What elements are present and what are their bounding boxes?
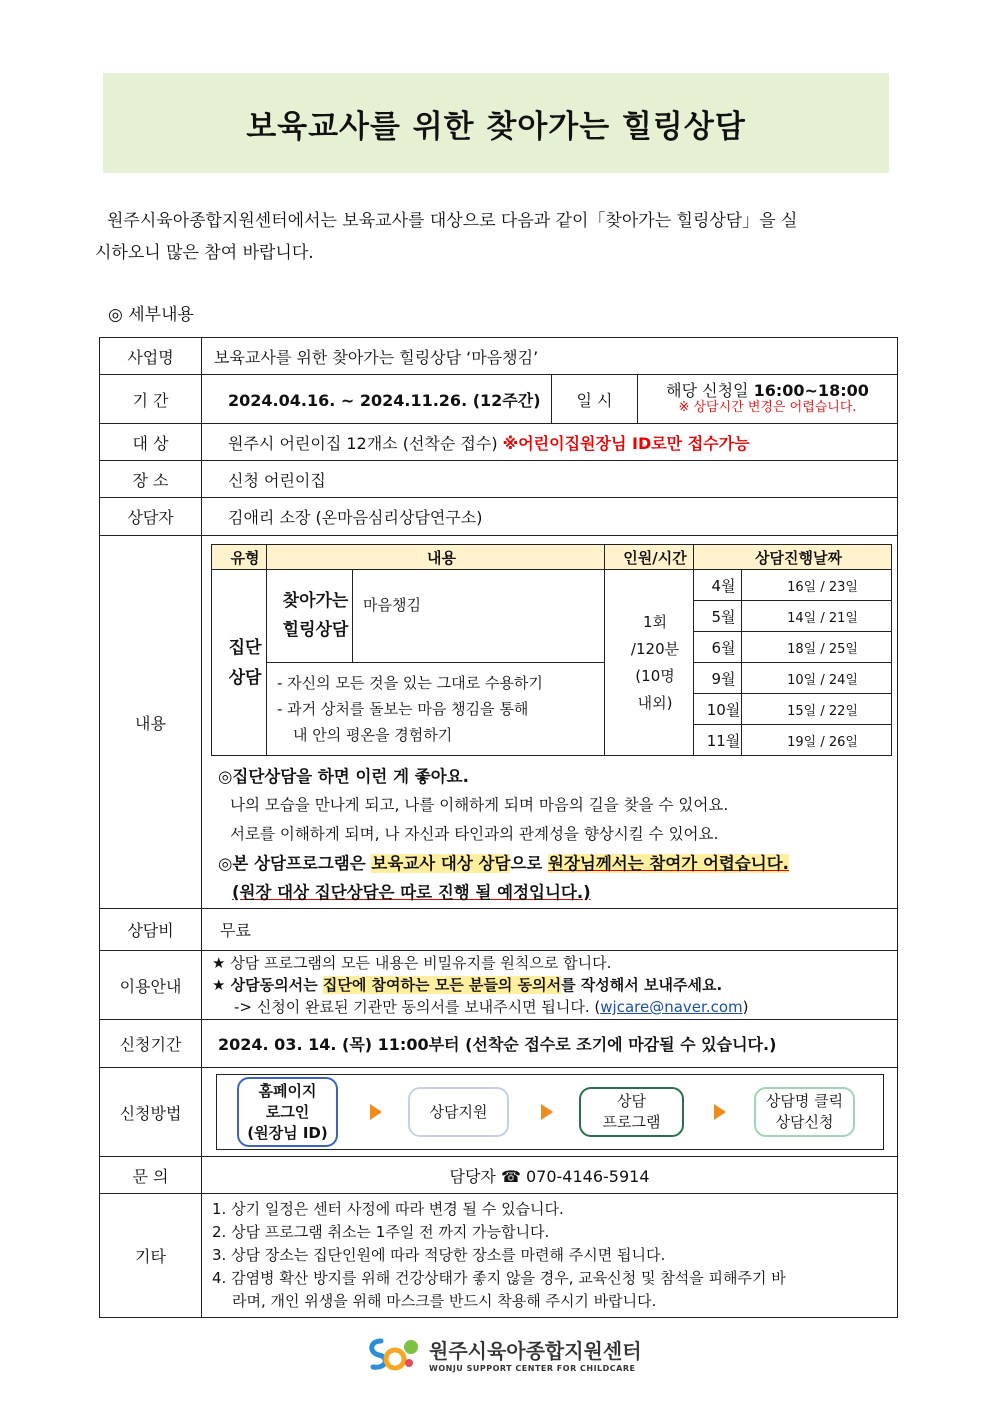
- notice-part-c: 으로: [510, 854, 549, 873]
- benefit-title: ◎집단상담을 하면 이런 게 좋아요.: [218, 767, 469, 786]
- row-period: [100, 375, 898, 424]
- schedule-dates: 19일 / 26일: [742, 725, 892, 756]
- label-counselor: 상담자: [100, 498, 202, 536]
- center-logo-icon: [365, 1333, 423, 1375]
- benefit-line-1: 나의 모습을 만나게 되고, 나를 이해하게 되며 마음의 길을 찾을 수 있어요.: [230, 796, 729, 814]
- center-name: 원주시육아종합지원센터: [429, 1339, 642, 1363]
- label-period: 기 간: [100, 375, 202, 424]
- schedule-month: 6월: [694, 632, 742, 663]
- etc-item-4a: 4. 감염병 확산 방지를 위해 건강상태가 좋지 않을 경우, 교육신청 및 참석을 피해주기 바: [212, 1269, 786, 1287]
- step-apply: [754, 1087, 855, 1137]
- label-content: 내용: [100, 536, 202, 909]
- intro-line-1: 원주시육아종합지원센터에서는 보육교사를 대상으로 다음과 같이「찾아가는 힐링상담」을 실: [107, 211, 798, 231]
- schedule-dates: 14일 / 21일: [742, 601, 892, 632]
- step-homepage-login: [237, 1077, 338, 1147]
- notice-part-a: ◎본 상담프로그램은: [218, 854, 372, 873]
- program-line-2: 힐링상담: [282, 620, 349, 640]
- guide-line-2b: 집단에 참여하는 모든 분들의 동의서: [322, 976, 562, 994]
- value-period: 2024.04.16. ~ 2024.11.26. (12주간): [202, 375, 552, 424]
- row-place: [100, 461, 898, 498]
- header-dates: 상담진행날짜: [694, 545, 892, 570]
- value-place: 신청 어린이집: [202, 461, 898, 498]
- schedule-dates: 16일 / 23일: [742, 570, 892, 601]
- notice-part-d: 원장님께서는 참여가 어렵습니다.: [548, 854, 789, 873]
- header-content: 내용: [267, 545, 605, 570]
- intro-paragraph: [95, 205, 897, 269]
- header-people: 인원/시간: [605, 545, 694, 570]
- arrow-icon: [370, 1104, 382, 1120]
- program-name: 마음챙김: [353, 570, 605, 663]
- row-contact: [100, 1157, 898, 1194]
- people-line-3: (10명: [635, 666, 675, 685]
- desc-line-2: - 과거 상처를 돌보는 마음 챙김을 통해: [277, 700, 529, 718]
- schedule-month: 9월: [694, 663, 742, 694]
- guide-line-2c: 를 작성해서 보내주세요.: [561, 976, 723, 994]
- schedule-month: 4월: [694, 570, 742, 601]
- guide-line-3a: -> 신청이 완료된 기관만 동의서를 보내주시면 됩니다. (: [234, 998, 601, 1016]
- value-target: 원주시 어린이집 12개소 (선착순 접수): [228, 433, 503, 453]
- schedule-dates: 10일 / 24일: [742, 663, 892, 694]
- arrow-icon: [541, 1104, 553, 1120]
- details-table: [99, 337, 898, 1318]
- label-contact: 문 의: [100, 1157, 202, 1194]
- etc-item-2: 2. 상담 프로그램 취소는 1주일 전 까지 가능합니다.: [212, 1223, 550, 1241]
- notice-line-2: (원장 대상 집단상담은 따로 진행 될 예정입니다.): [232, 883, 591, 902]
- row-business: [100, 338, 898, 375]
- value-fee: 무료: [202, 909, 898, 951]
- step1-line-1: 홈페이지: [258, 1081, 317, 1100]
- people-line-1: 1회: [642, 612, 668, 631]
- guide-line-2a: ★ 상담동의서는: [212, 976, 323, 994]
- value-counselor: 김애리 소장 (온마음심리상담연구소): [202, 498, 898, 536]
- row-apply-method: [100, 1068, 898, 1157]
- type-line-1: 집단: [228, 637, 262, 658]
- label-guide: 이용안내: [100, 951, 202, 1020]
- schedule-month: 5월: [694, 601, 742, 632]
- label-time: 일 시: [552, 375, 638, 424]
- guide-line-3c: ): [742, 998, 749, 1016]
- value-apply-period: 2024. 03. 14. (목) 11:00부터 (선착순 접수로 조기에 마감될 수 있습니다.): [202, 1020, 898, 1068]
- step4-line-2: 상담신청: [775, 1113, 834, 1131]
- time-value: 16:00~18:00: [753, 381, 869, 400]
- center-name-en: WONJU SUPPORT CENTER FOR CHILDCARE: [429, 1364, 636, 1373]
- intro-line-2: 시하오니 많은 참여 바랍니다.: [95, 243, 314, 263]
- label-apply-period: 신청기간: [100, 1020, 202, 1068]
- schedule-month: 10월: [694, 694, 742, 725]
- schedule-dates: 18일 / 25일: [742, 632, 892, 663]
- etc-item-4b: 라며, 개인 위생을 위해 마스크를 반드시 착용해 주시기 바랍니다.: [232, 1292, 657, 1310]
- label-apply-method: 신청방법: [100, 1068, 202, 1157]
- email-link[interactable]: wjcare@naver.com: [600, 998, 743, 1016]
- people-line-2: /120분: [630, 639, 680, 658]
- step1-line-3: (원장님 ID): [247, 1123, 328, 1142]
- header-type: 유형: [212, 545, 267, 570]
- step4-line-1: 상담명 클릭: [765, 1092, 844, 1110]
- step1-line-2: 로그인: [265, 1102, 310, 1121]
- value-contact: 담당자 ☎ 070-4146-5914: [202, 1157, 898, 1194]
- label-fee: 상담비: [100, 909, 202, 951]
- row-content: [100, 536, 898, 909]
- row-etc: [100, 1194, 898, 1318]
- program-line-1: 찾아가는: [282, 591, 349, 611]
- label-target: 대 상: [100, 424, 202, 461]
- desc-line-3: 내 안의 평온을 경험하기: [293, 726, 453, 744]
- time-prefix: 해당 신청일: [666, 381, 754, 400]
- time-note: ※ 상담시간 변경은 어렵습니다.: [678, 400, 857, 415]
- schedule-month: 11월: [694, 725, 742, 756]
- type-line-2: 상담: [228, 667, 262, 688]
- step3-line-2: 프로그램: [602, 1113, 661, 1131]
- step-counsel-support: 상담지원: [408, 1087, 509, 1137]
- target-note: ※어린이집원장님 ID로만 접수가능: [502, 433, 750, 453]
- row-target: [100, 424, 898, 461]
- desc-line-1: - 자신의 모든 것을 있는 그대로 수용하기: [277, 674, 543, 692]
- schedule-table: [211, 544, 892, 756]
- etc-item-3: 3. 상담 장소는 집단인원에 따라 적당한 장소를 마련해 주시면 됩니다.: [212, 1246, 666, 1264]
- row-guide: [100, 951, 898, 1020]
- guide-line-1: ★ 상담 프로그램의 모든 내용은 비밀유지를 원칙으로 합니다.: [212, 954, 612, 972]
- page-title: 보육교사를 위한 찾아가는 힐링상담: [246, 108, 746, 145]
- notice-part-b: 보육교사 대상 상담: [371, 854, 511, 873]
- row-apply-period: [100, 1020, 898, 1068]
- step3-line-1: 상담: [617, 1092, 646, 1110]
- footer-logo: [365, 1333, 642, 1375]
- arrow-icon: [714, 1104, 726, 1120]
- section-title: ◎ 세부내용: [108, 305, 194, 325]
- value-business: 보육교사를 위한 찾아가는 힐링상담 ‘마음챙김’: [202, 338, 898, 375]
- step-counsel-program: [579, 1087, 684, 1137]
- label-etc: 기타: [100, 1194, 202, 1318]
- schedule-dates: 15일 / 22일: [742, 694, 892, 725]
- people-line-4: 내외): [637, 693, 673, 712]
- label-business: 사업명: [100, 338, 202, 375]
- apply-flow: [216, 1074, 884, 1150]
- etc-item-1: 1. 상기 일정은 센터 사정에 따라 변경 될 수 있습니다.: [212, 1200, 564, 1218]
- row-fee: [100, 909, 898, 951]
- benefit-line-2: 서로를 이해하게 되며, 나 자신과 타인과의 관계성을 향상시킬 수 있어요.: [230, 825, 719, 843]
- row-counselor: [100, 498, 898, 536]
- title-banner: [103, 73, 889, 173]
- label-place: 장 소: [100, 461, 202, 498]
